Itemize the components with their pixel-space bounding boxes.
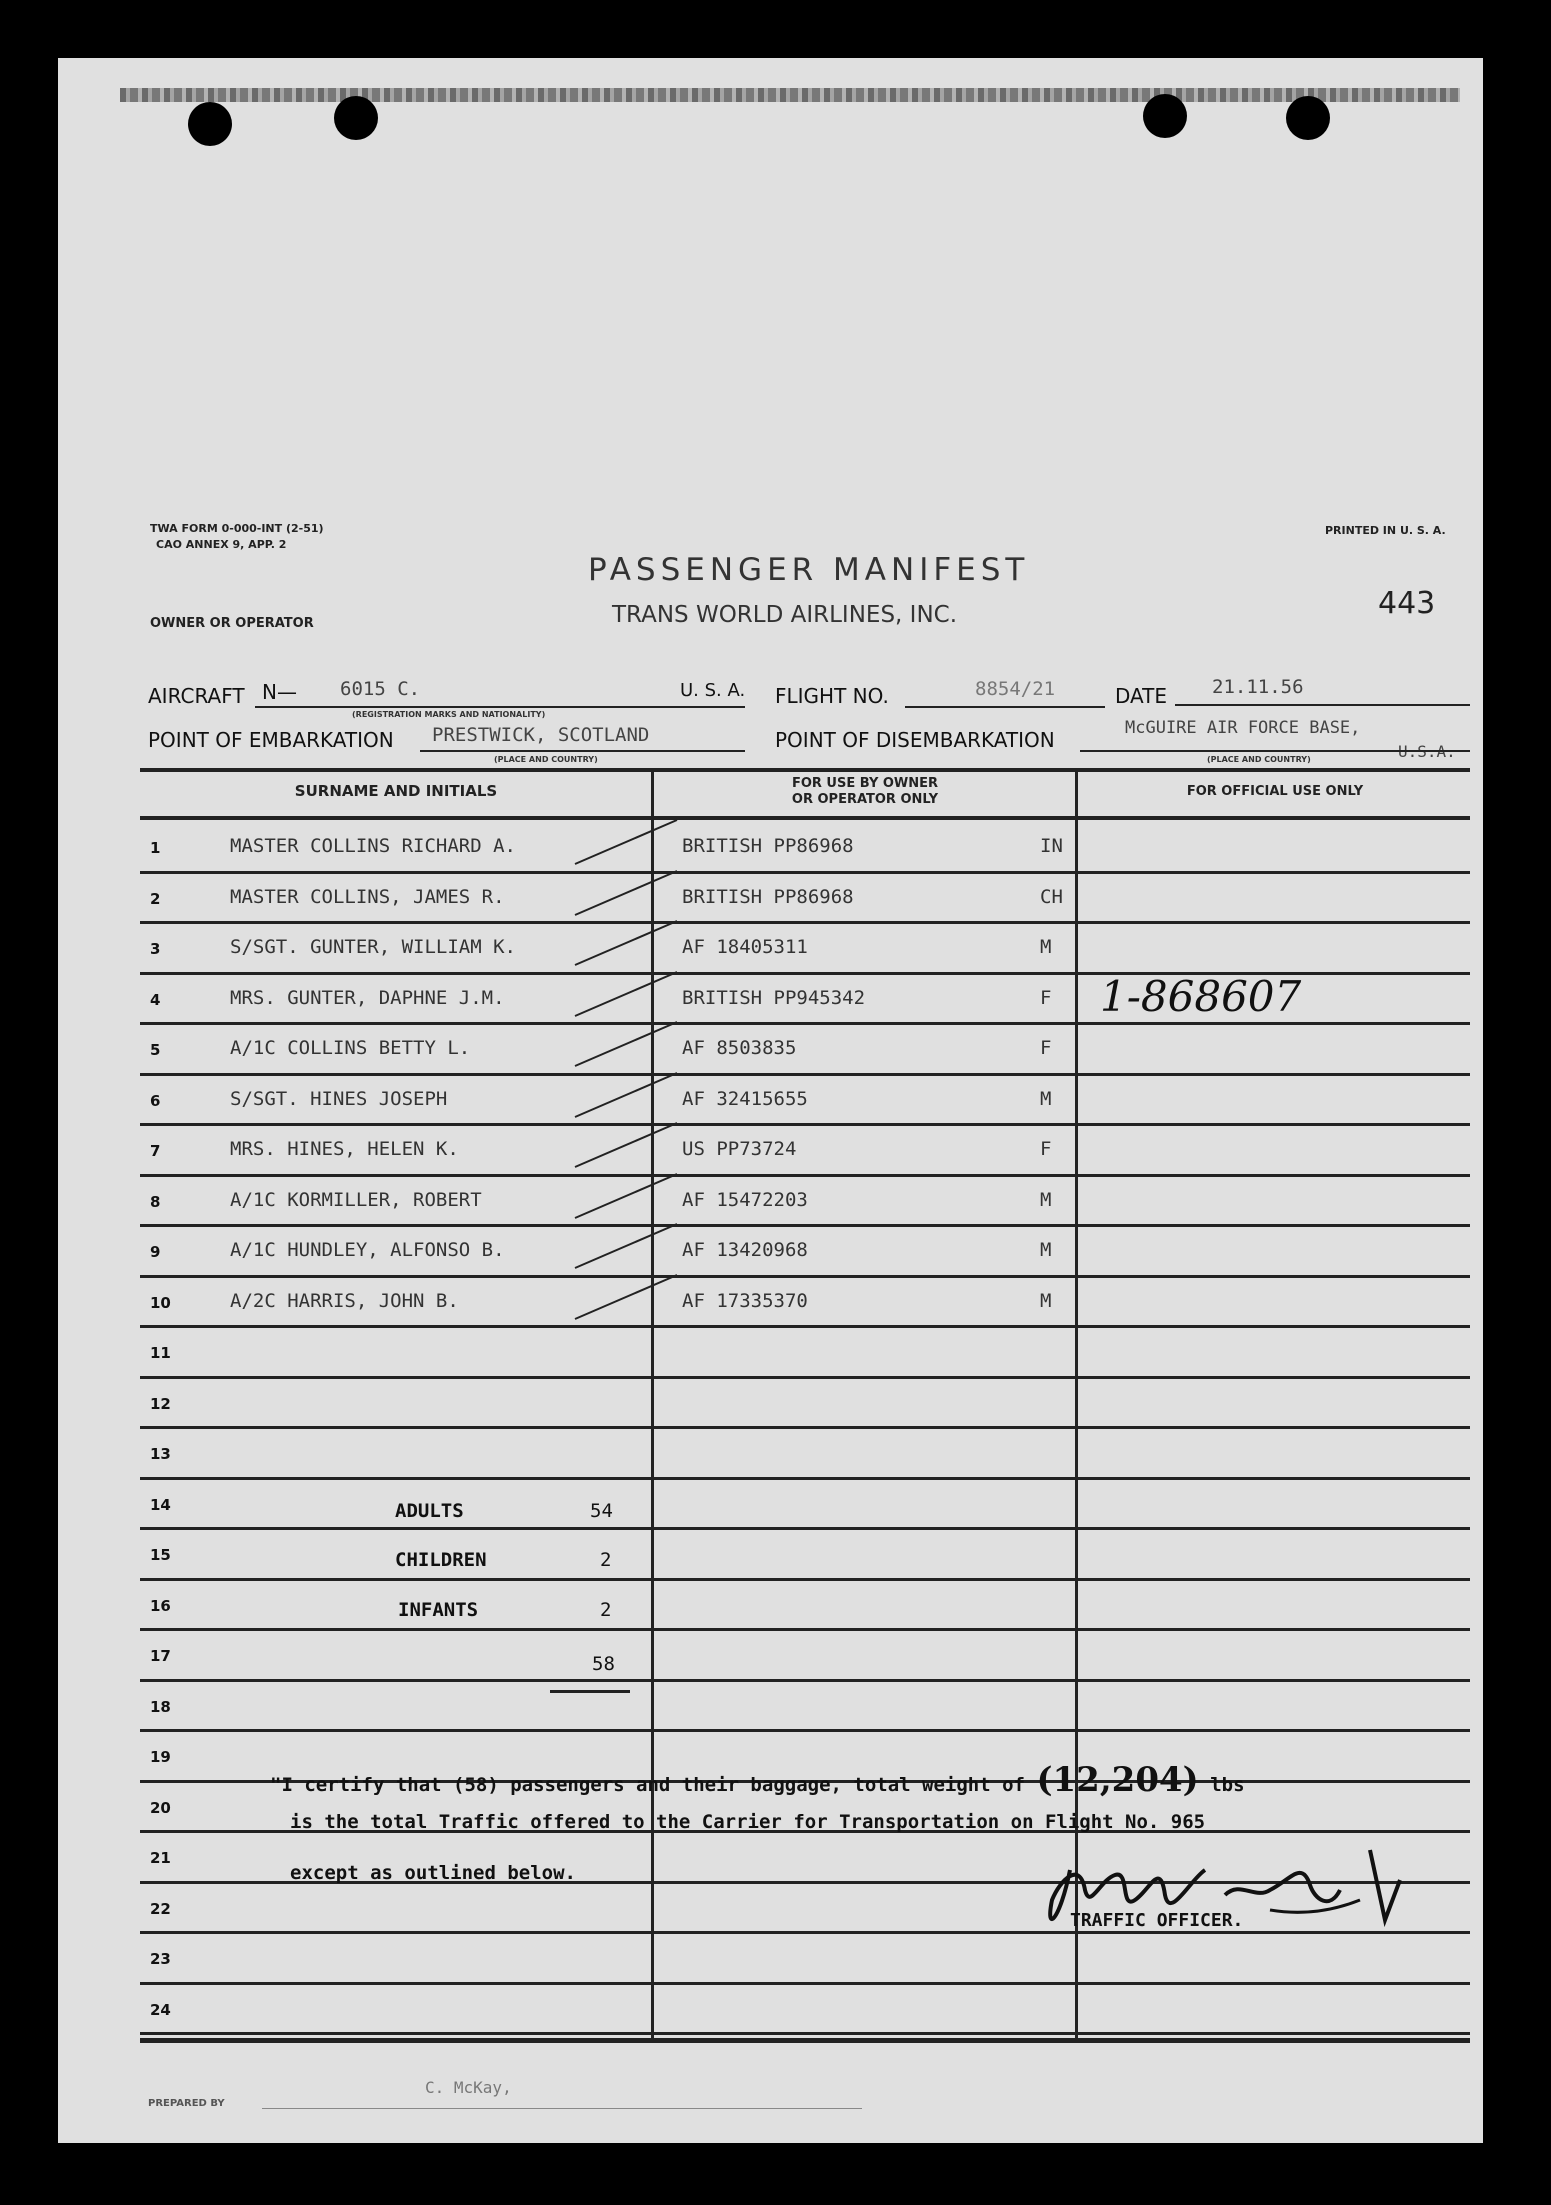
row-number: 19 <box>150 1748 171 1766</box>
row-number: 7 <box>150 1142 161 1160</box>
embark-place-note: (PLACE AND COUNTRY) <box>494 755 598 764</box>
row-number: 24 <box>150 2000 171 2019</box>
adults-count: 54 <box>590 1500 613 1522</box>
certification-line-3: except as outlined below. <box>290 1862 576 1884</box>
passenger-document: BRITISH PP945342 <box>682 986 866 1009</box>
passenger-document: BRITISH PP86968 <box>682 885 854 908</box>
children-count: 2 <box>600 1549 612 1571</box>
passenger-document: AF 32415655 <box>682 1087 808 1110</box>
infants-count: 2 <box>600 1599 612 1621</box>
table-bottom-border <box>140 2038 1470 2043</box>
page-title: PASSENGER MANIFEST <box>588 552 1030 588</box>
row-number: 3 <box>150 940 161 958</box>
row-number: 16 <box>150 1596 171 1615</box>
row-rule <box>140 1982 1470 1985</box>
children-label: CHILDREN <box>395 1549 487 1571</box>
row-number: 14 <box>150 1495 171 1514</box>
traffic-officer-label: TRAFFIC OFFICER. <box>1070 1910 1244 1931</box>
official-entry: 1-868607 <box>1100 971 1302 1021</box>
embarkation-label: POINT OF EMBARKATION <box>148 728 394 752</box>
registration-note: (REGISTRATION MARKS AND NATIONALITY) <box>352 710 546 719</box>
disembark-place-note: (PLACE AND COUNTRY) <box>1207 755 1311 764</box>
passenger-category: F <box>1040 1037 1052 1059</box>
passenger-name: S/SGT. GUNTER, WILLIAM K. <box>230 936 516 958</box>
row-rule <box>140 1628 1470 1631</box>
row-number: 22 <box>150 1899 171 1918</box>
punch-hole <box>334 96 378 140</box>
row-rule <box>140 1376 1470 1379</box>
passenger-category: M <box>1040 936 1052 958</box>
certification-line-2: is the total Traffic offered to the Carrier for Transportation on Flight No. 965 <box>290 1811 1206 1833</box>
passenger-name: MASTER COLLINS, JAMES R. <box>230 885 505 908</box>
total-underline <box>550 1690 630 1693</box>
flight-no-underline <box>905 706 1105 708</box>
row-number: 4 <box>150 990 161 1009</box>
certification-line-1: "I certify that (58) passengers and their baggage, total weight of (12,204) lbs <box>270 1760 1245 1800</box>
passenger-document: BRITISH PP86968 <box>682 835 854 857</box>
row-number: 10 <box>150 1293 171 1312</box>
punch-hole <box>188 102 232 146</box>
row-number: 15 <box>150 1546 171 1564</box>
passenger-name: A/1C COLLINS BETTY L. <box>230 1037 471 1059</box>
row-number: 6 <box>150 1091 161 1110</box>
passenger-document: AF 18405311 <box>682 936 808 958</box>
row-number: 23 <box>150 1950 171 1968</box>
infants-label: INFANTS <box>398 1599 479 1621</box>
row-number: 12 <box>150 1394 171 1413</box>
date-underline <box>1175 704 1470 706</box>
passenger-category: M <box>1040 1188 1052 1211</box>
row-rule <box>140 1224 1470 1227</box>
form-id: TWA FORM 0-000-INT (2-51) <box>150 522 324 535</box>
nationality: U. S. A. <box>680 680 746 701</box>
row-rule <box>140 2032 1470 2035</box>
row-number: 17 <box>150 1647 171 1665</box>
row-rule <box>140 1729 1470 1732</box>
passenger-category: M <box>1040 1289 1052 1312</box>
flight-no-label: FLIGHT NO. <box>775 684 889 708</box>
passenger-category: M <box>1040 1087 1052 1110</box>
row-number: 18 <box>150 1697 171 1716</box>
surname-column-header: SURNAME AND INITIALS <box>294 782 498 800</box>
row-number: 1 <box>150 839 161 857</box>
passenger-name: MASTER COLLINS RICHARD A. <box>230 835 516 857</box>
row-number: 11 <box>150 1344 171 1362</box>
passenger-name: A/2C HARRIS, JOHN B. <box>230 1289 459 1312</box>
passenger-category: F <box>1040 986 1052 1009</box>
disembarkation-label: POINT OF DISEMBARKATION <box>775 728 1055 752</box>
punch-hole <box>1286 96 1330 140</box>
row-rule <box>140 1073 1470 1076</box>
official-column-header: FOR OFFICIAL USE ONLY <box>1186 784 1364 799</box>
aircraft-value: 6015 C. <box>340 678 421 700</box>
row-rule <box>140 1578 1470 1581</box>
aircraft-underline <box>255 706 745 708</box>
row-rule <box>140 1174 1470 1177</box>
passenger-document: AF 13420968 <box>682 1239 808 1261</box>
row-rule <box>140 1527 1470 1530</box>
row-number: 21 <box>150 1849 171 1867</box>
manifest-number: 443 <box>1378 586 1436 621</box>
top-strip <box>120 88 1460 102</box>
row-rule <box>140 1022 1470 1025</box>
row-rule <box>140 921 1470 924</box>
row-rule <box>140 1325 1470 1328</box>
embarkation-underline <box>420 750 745 752</box>
signature <box>1040 1840 1460 1950</box>
passenger-category: IN <box>1040 835 1063 857</box>
owner-label: OWNER OR OPERATOR <box>150 616 314 631</box>
disembarkation-value: McGUIRE AIR FORCE BASE, <box>1125 718 1361 738</box>
form-annex: CAO ANNEX 9, APP. 2 <box>156 538 287 551</box>
table-top-border <box>140 768 1470 772</box>
row-number: 5 <box>150 1041 161 1059</box>
prepared-by-value: C. McKay, <box>425 2078 512 2097</box>
row-number: 13 <box>150 1445 171 1463</box>
row-number: 8 <box>150 1192 161 1211</box>
row-number: 2 <box>150 889 161 908</box>
row-rule <box>140 1123 1470 1126</box>
row-rule <box>140 1679 1470 1682</box>
embarkation-value: PRESTWICK, SCOTLAND <box>432 724 650 746</box>
date-label: DATE <box>1115 684 1168 708</box>
row-number: 20 <box>150 1798 171 1817</box>
printed-note: PRINTED IN U. S. A. <box>1325 524 1446 537</box>
passenger-category: F <box>1040 1138 1052 1160</box>
passenger-name: MRS. GUNTER, DAPHNE J.M. <box>230 986 505 1009</box>
flight-no-value: 8854/21 <box>975 678 1056 700</box>
prepared-by-label: PREPARED BY <box>148 2098 225 2109</box>
passenger-name: S/SGT. HINES JOSEPH <box>230 1087 448 1110</box>
adults-label: ADULTS <box>395 1500 464 1522</box>
passenger-document: AF 8503835 <box>682 1037 797 1059</box>
row-rule <box>140 1477 1470 1480</box>
date-value: 21.11.56 <box>1212 676 1304 698</box>
punch-hole <box>1143 94 1187 138</box>
company-name: TRANS WORLD AIRLINES, INC. <box>612 602 958 628</box>
passenger-document: AF 17335370 <box>682 1289 808 1312</box>
passenger-category: M <box>1040 1239 1052 1261</box>
prepared-by-underline <box>262 2108 862 2109</box>
passenger-name: A/1C KORMILLER, ROBERT <box>230 1188 482 1211</box>
row-number: 9 <box>150 1243 161 1261</box>
passenger-document: AF 15472203 <box>682 1188 808 1211</box>
total-weight: (12,204) <box>1036 1760 1199 1800</box>
aircraft-label: AIRCRAFT <box>148 684 245 708</box>
total-count: 58 <box>592 1653 615 1675</box>
passenger-document: US PP73724 <box>682 1138 797 1160</box>
row-rule <box>140 1426 1470 1429</box>
passenger-name: A/1C HUNDLEY, ALFONSO B. <box>230 1239 505 1261</box>
aircraft-prefix: N— <box>262 680 297 704</box>
row-rule <box>140 1275 1470 1278</box>
owner-column-header-2: OR OPERATOR ONLY <box>791 792 939 807</box>
owner-column-header: FOR USE BY OWNER <box>791 776 939 791</box>
passenger-category: CH <box>1040 885 1063 908</box>
row-rule <box>140 871 1470 874</box>
header-bottom-border <box>140 816 1470 820</box>
passenger-name: MRS. HINES, HELEN K. <box>230 1138 459 1160</box>
disembarkation-underline <box>1080 750 1470 752</box>
check-mark <box>565 1267 685 1327</box>
